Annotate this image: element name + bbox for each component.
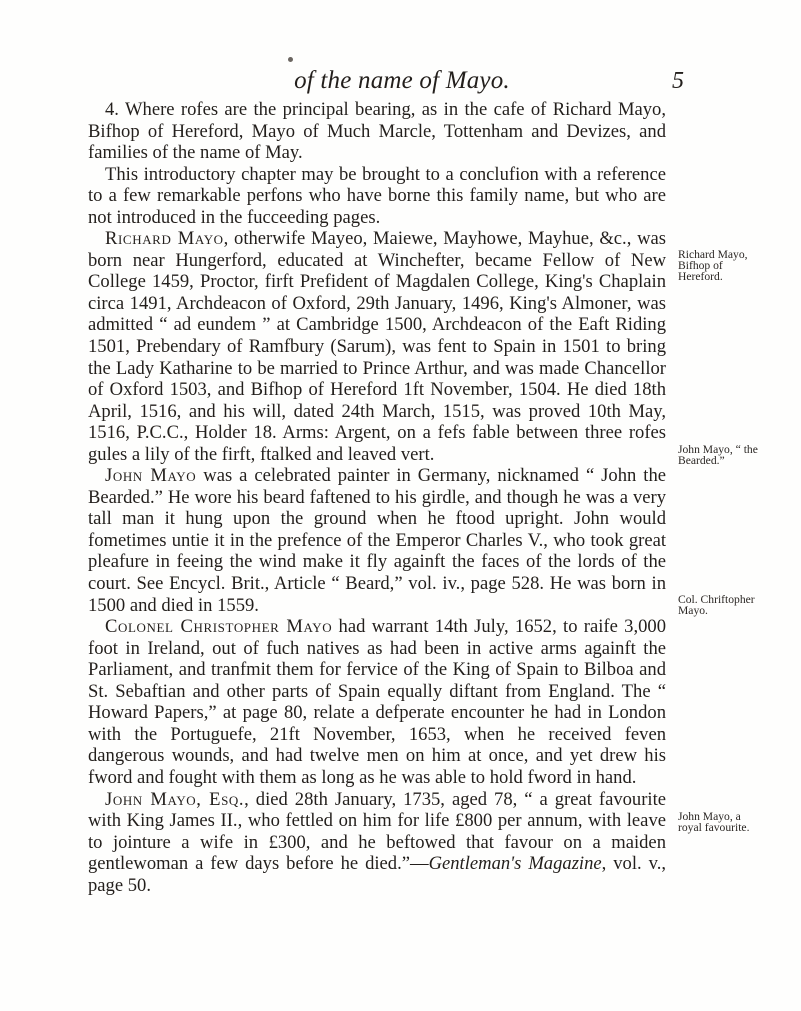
paragraph-richard-mayo xyxy=(88,228,666,465)
paragraph-intro: This introductory chapter may be brought to a conclufion with a reference to a few remarkable perfons who have borne this family name, but who are not introduced in the fucceeding pages. xyxy=(88,163,666,228)
sidenote-colonel-mayo: Col. Chriftopher Mayo. xyxy=(678,593,755,618)
paragraph-john-mayo-bearded xyxy=(88,465,666,616)
running-title: of the name of Mayo. xyxy=(294,67,510,94)
page-number: 5 xyxy=(672,68,684,94)
source-title: Gentleman's Magazine xyxy=(428,853,602,875)
paragraph-colonel-mayo xyxy=(88,616,666,788)
paragraph-rofes: 4. Where rofes are the principal bearing, as in the cafe of Richard Mayo, Bifhop of Hereford, Mayo of Much Marcle, Tottenham and Devizes, and families of the name of May. xyxy=(88,99,666,164)
paragraph-text: , otherwife Mayeo, Maiewe, Mayhowe, Mayhue, &c., was born near Hungerford, educated at Winchefter, became Fellow of New College 1459, Proctor, firft Prefident of Magdalen College, King's Chaplain circa 1491, Archdeacon of Oxford, 29th January, 1496, King's Almoner, was admitted “ ad eundem ” at Cambridge 1500, Archdeacon of the Eaft Riding 1501, Prebendary of Ramfbury (Sarum), was fent to Spain in 1501 to bring the Lady Katharine to be married to Prince Arthur, and was made Chancellor of Oxford 1503, and Bifhop of Hereford 1ft November, 1504. He died 18th April, 1516, and his will, dated 24th March, 1515, was proved 10th May, 1516, P.C.C., Holder 18. Arms: Argent, on a fefs fable between three rofes gules a lily of the firft, ftalked and leaved vert. xyxy=(88,228,666,465)
paragraph-text: , died 28th January, 1735, aged 78, “ a great favourite with King James II., who fettled on him for life £800 per annum, with leave to jointure a wife in £300, and he beftowed that favour on a maiden gentlewoman a few days before he died.”— xyxy=(88,788,667,875)
paragraph-text: had warrant 14th July, 1652, to raife 3,000 foot in Ireland, out of fuch natives as had been in active arms againft the Parliament, and tranfmit them for fervice of the King of Spain to Bilboa and St. Sebaftian and other parts of Spain equally diftant from England. The “ Howard Papers,” at page 80, relate a defperate encounter he had in London with the Portuguefe, 21ft November, 1653, when he received feven dangerous wounds, and had twelve men on him at once, and yet drew his fword and fought with them as long as he was able to hold fword in hand. xyxy=(88,616,666,788)
paragraph-text: , vol. v., page 50. xyxy=(88,853,666,896)
person-name: John Mayo xyxy=(105,465,197,487)
person-name: Colonel Christopher Mayo xyxy=(105,616,333,638)
body-text xyxy=(88,99,666,896)
sidenote-richard-mayo: Richard Mayo, Bifhop of Hereford. xyxy=(678,248,748,284)
paragraph-john-mayo-esq xyxy=(88,789,666,897)
ink-speck xyxy=(288,57,293,62)
person-name: Richard Mayo xyxy=(105,228,224,250)
paragraph-text: was a celebrated painter in Germany, nicknamed “ John the Bearded.” He wore his beard faftened to his girdle, and though he was a very tall man it hung upon the ground when he ftood upright. John would fometimes untie it in the prefence of the Emperor Charles V., who took great pleafure in feeing the wind make it fly againft the faces of the lords of the court. See Encycl. Brit., Article “ Beard,” vol. iv., page 528. He was born in 1500 and died in 1559. xyxy=(88,465,667,616)
sidenote-john-mayo-bearded: John Mayo, “ the Bearded.” xyxy=(678,443,758,468)
sidenote-john-mayo-favourite: John Mayo, a royal favourite. xyxy=(678,810,750,835)
running-head xyxy=(0,66,801,100)
person-name: John Mayo, Esq. xyxy=(105,788,245,810)
